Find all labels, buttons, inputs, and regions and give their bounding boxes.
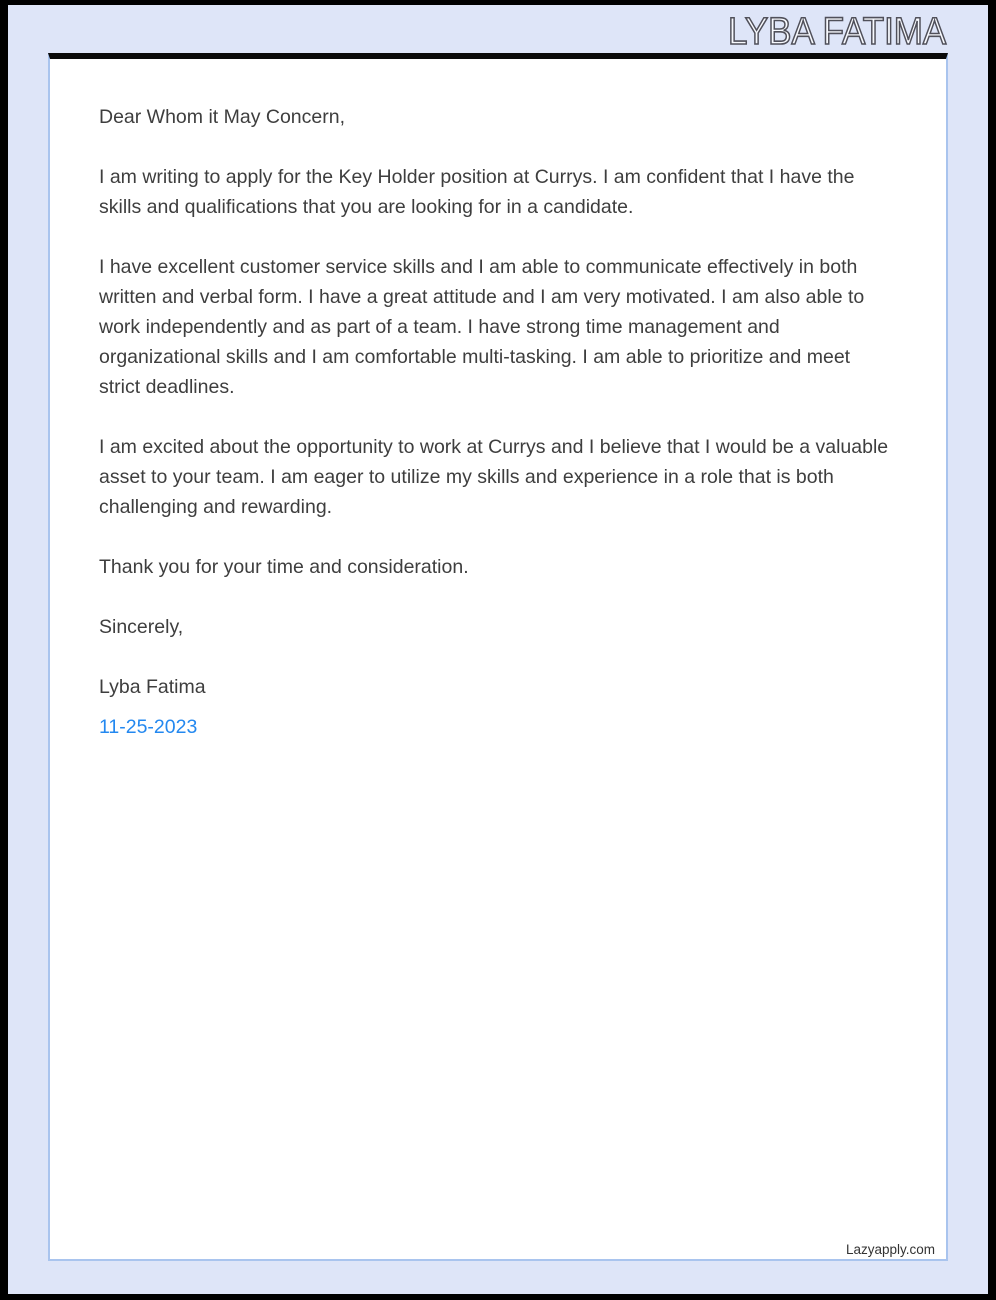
paragraph-intro: I am writing to apply for the Key Holder position at Currys. I am confident that I have the skills and qualifications that you are looking for in a candidate. [99,166,855,218]
letter-body [50,59,946,742]
cover-letter-document [48,53,948,1261]
header-candidate-name: LYBA FATIMA [727,11,946,53]
signature-name: Lyba Fatima [99,676,206,698]
lazyapply-watermark-link[interactable]: Lazyapply.com [845,1242,935,1257]
paragraph-enthusiasm: I am excited about the opportunity to work at Currys and I believe that I would be a valuable asset to your team. I am eager to utilize my skills and experience in a role that is both challenging and rewarding. [99,436,889,518]
letter-date[interactable]: 11-25-2023 [99,716,198,738]
closing-thanks: Thank you for your time and consideration. [99,556,469,578]
salutation: Dear Whom it May Concern, [99,106,345,128]
paragraph-skills: I have excellent customer service skills and I am able to communicate effectively in both written and verbal form. I have a great attitude and I am very motivated. I am also able to work independently and as part of a team. I have strong time management and organizational skills and I am comfortable multi-tasking. I am able to prioritize and meet strict deadlines. [99,256,865,398]
signoff: Sincerely, [99,616,184,638]
